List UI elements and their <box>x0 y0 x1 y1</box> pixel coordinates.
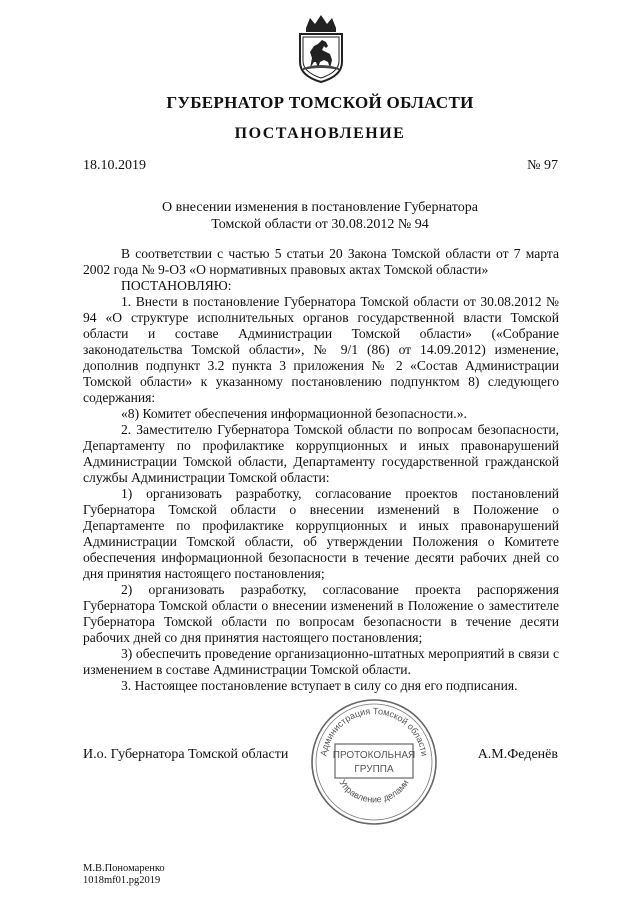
stamp-inner-line-1: ПРОТОКОЛЬНАЯ <box>332 750 416 761</box>
body-paragraph: 1) организовать разработку, согласование проектов постановлений Губернатора Томской области о внесении изменений в Положение о Департаменте по профилактике коррупционных и иных правонарушений Администрации Томской области, об утверждении Положения о Комитете обеспечения информационной безопасности в течение десяти рабочих дней со дня принятия настоящего постановления; <box>83 486 559 581</box>
body-paragraph: В соответствии с частью 5 статьи 20 Закона Томской области от 7 марта 2002 года № 9-ОЗ «О нормативных правовых актах Томской области» <box>83 246 559 277</box>
body-paragraph: ПОСТАНОВЛЯЮ: <box>121 278 232 293</box>
official-stamp <box>309 697 439 827</box>
body-paragraph: 1. Внести в постановление Губернатора Томской области от 30.08.2012 № 94 «О структуре исполнительных органов государственной власти Томской области и составе Администрации Томской области» («Собрание законодательства Томской области», № 9/1 (86) от 14.09.2012) изменение, дополнив подпункт 3.2 пункта 3 приложения № 2 «Состав Администрации Томской области» к указанному постановлению подпунктом 8) следующего содержания: <box>83 294 559 405</box>
footer-info <box>83 863 165 887</box>
tomsk-coat-of-arms-icon <box>296 12 346 84</box>
stamp-outer-text: Администрация Томской области <box>318 705 430 757</box>
body-paragraph: «8) Комитет обеспечения информационной безопасности.». <box>121 406 467 421</box>
body-paragraph: 3. Настоящее постановление вступает в силу со дня его подписания. <box>121 678 518 693</box>
body-paragraph: 2. Заместителю Губернатора Томской области по вопросам безопасности, Департаменту по профилактике коррупционных и иных правонарушений Администрации Томской области, Департаменту государственной гражданской службы Администрации Томской области: <box>83 422 559 485</box>
signatory-name: А.М.Феденёв <box>477 747 558 762</box>
body-paragraph: 2) организовать разработку, согласование проекта распоряжения Губернатора Томской области о внесении изменений в Положение о заместителе Губернатора Томской области по вопросам безопасности в течение десяти рабочих дней со дня принятия настоящего постановления; <box>83 582 559 645</box>
subject-line-1: О внесении изменения в постановление Губернатора <box>162 200 478 215</box>
signatory-position: И.о. Губернатора Томской области <box>83 747 289 762</box>
document-date: 18.10.2019 <box>83 158 146 173</box>
body-paragraph: 3) обеспечить проведение организационно-штатных мероприятий в связи с изменением в составе Администрации Томской области. <box>83 646 559 677</box>
document-type-title: ПОСТАНОВЛЕНИЕ <box>234 125 406 142</box>
footer-author: М.В.Пономаренко <box>83 863 165 874</box>
document-number: № 97 <box>527 158 558 173</box>
subject-line-2: Томской области от 30.08.2012 № 94 <box>211 217 429 232</box>
svg-text:Управление делами <box>337 778 410 805</box>
stamp-bottom-text: Управление делами <box>337 777 411 805</box>
stamp-inner-line-2: ГРУППА <box>354 764 394 775</box>
organization-title: ГУБЕРНАТОР ТОМСКОЙ ОБЛАСТИ <box>166 93 474 112</box>
document-body <box>83 246 559 694</box>
document-subject <box>0 199 640 233</box>
footer-file: 1018mf01.pg2019 <box>83 875 161 886</box>
